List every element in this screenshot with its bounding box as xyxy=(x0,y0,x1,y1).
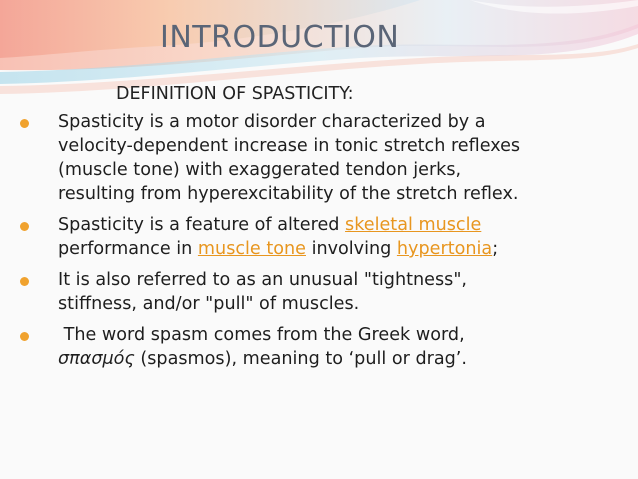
bullet-dot-icon xyxy=(20,277,29,286)
bullet-text: Spasticity is a feature of altered xyxy=(58,215,346,235)
link-hypertonia[interactable]: hypertonia xyxy=(396,239,493,259)
bullet-text-line xyxy=(58,213,620,237)
link-skeletal-muscle[interactable]: skeletal muscle xyxy=(345,215,482,235)
bullet-text-line: resulting from hyperexcitability of the stretch reflex. xyxy=(58,184,519,204)
bullet-text: (spasmos), meaning to ‘pull or drag’. xyxy=(134,349,467,369)
bullet-text: performance in xyxy=(58,239,198,259)
bullet-text-line: stiffness, and/or "pull" of muscles. xyxy=(58,294,360,314)
bullet-text-line xyxy=(58,347,620,371)
bullet-item-tightness xyxy=(10,268,620,316)
bullet-dot-icon xyxy=(20,332,29,341)
bullet-dot-icon xyxy=(20,119,29,128)
bullet-item-etymology xyxy=(10,323,620,371)
bullet-text: ; xyxy=(492,239,499,259)
bullet-list xyxy=(10,110,620,378)
slide-subtitle: DEFINITION OF SPASTICITY: xyxy=(116,84,354,104)
bullet-text-line: velocity-dependent increase in tonic stretch reflexes xyxy=(58,136,521,156)
greek-word: σπασμός xyxy=(58,349,135,369)
bullet-text-line: It is also referred to as an unusual "tightness", xyxy=(58,270,468,290)
bullet-item-feature xyxy=(10,213,620,261)
bullet-text: involving xyxy=(305,239,397,259)
bullet-item-definition xyxy=(10,110,620,206)
bullet-text-line: (muscle tone) with exaggerated tendon jerks, xyxy=(58,160,462,180)
link-muscle-tone[interactable]: muscle tone xyxy=(197,239,306,259)
bullet-text-line xyxy=(58,237,620,261)
slide-title: INTRODUCTION xyxy=(160,20,400,55)
bullet-text-line: The word spasm comes from the Greek word, xyxy=(58,325,465,345)
bullet-text-line: Spasticity is a motor disorder characterized by a xyxy=(58,112,486,132)
bullet-dot-icon xyxy=(20,222,29,231)
